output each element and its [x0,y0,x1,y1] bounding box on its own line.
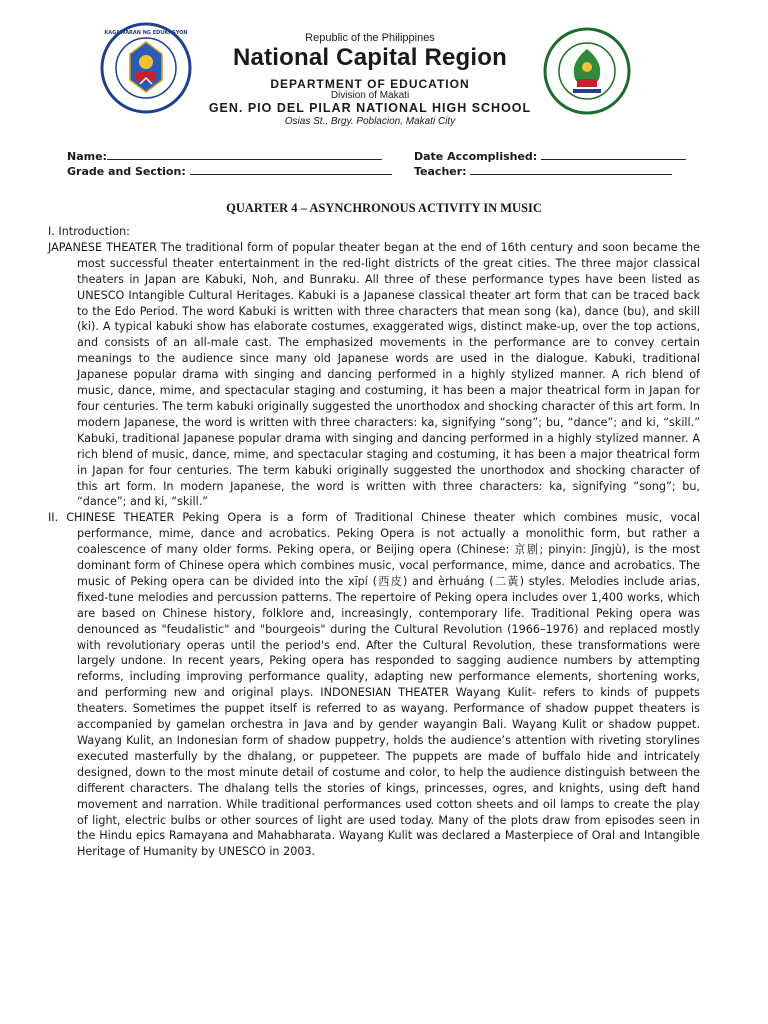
teacher-label: Teacher: [414,165,467,178]
letterhead [0,0,768,130]
paragraph-japanese-theater: JAPANESE THEATER The traditional form of popular theater began at the end of 16th century and soon became the most successful theater entertainment in the red-light districts of the great cities. The three major classical theaters in Japan are Kabuki, Noh, and Bunraku. All three of these performance types have been listed as UNESCO Intangible Cultural Heritages. Kabuki is a Japanese classical theater art form that can be traced back to the Edo Period. The word Kabuki is written with three characters that mean song (ka), dance (bu), and skill (ki). A typical kabuki show has elaborate costumes, exaggerated wigs, distinct make-up, over the top actions, and consists of an all-male cast. The emphasized movements in the performance are to convey certain meanings to the audience since many old Japanese words are used in the dialogue. Kabuki, traditional Japanese popular drama with singing and dancing performed in a highly stylized manner. A rich blend of music, dance, mime, and spectacular staging and costuming, it has been a major theatrical form in Japan for four centuries. The term kabuki originally suggested the unorthodox and shocking character of this art form. In modern Japanese, the word is written with three characters: ka, signifying “song”; bu, “dance”; and ki, “skill.” Kabuki, traditional Japanese popular drama with singing and dancing performed in a highly stylized manner. A rich blend of music, dance, mime, and spectacular staging and costuming, it has been a major theatrical form in Japan for four centuries. The term kabuki originally suggested the unorthodox and shocking character of this art form. In modern Japanese, the word is written with three characters: ka, signifying “song”; bu, “dance”; and ki, “skill.” [48,240,700,509]
grade-label: Grade and Section: [67,165,186,178]
school-address: Osias St., Brgy. Poblacion, Makati City [284,116,456,127]
region-title: National Capital Region [233,44,507,71]
grade-field [67,164,392,178]
paragraph-chinese-theater: II. CHINESE THEATER Peking Opera is a form of Traditional Chinese theater which combines music, vocal performance, mime, dance and acrobatics. Peking Opera is not actually a monolithic form, but rather a coalescence of many older forms. Peking opera, or Beijing opera (Chinese: 京剧; pinyin: Jīngjù), is the most dominant form of Chinese opera which combines music, vocal performance, mime, dance and acrobatics. The music of Peking opera can be divided into the xīpí (西皮) and èrhuáng (二黃) styles. Melodies include arias, fixed-tune melodies and percussion patterns. The repertoire of Peking opera includes over 1,400 works, which are based on Chinese history, folklore and, increasingly, contemporary life. Traditional Peking opera was denounced as "feudalistic" and "bourgeois" during the Cultural Revolution (1966–1976) and replaced mostly with revolutionary operas until the period's end. After the Cultural Revolution, these transformations were largely undone. In recent years, Peking opera has responded to sagging audience numbers by attempting reforms, including improving performance quality, adapting new performance elements, shortening works, and performing new and original plays. INDONESIAN THEATER Wayang Kulit- refers to kinds of puppets theaters. Sometimes the puppet itself is referred to as wayang. Performance of shadow puppet theaters is accompanied by gamelan orchestra in Java and by gender wayangin Bali. Wayang Kulit or shadow puppet. Wayang Kulit, an Indonesian form of shadow puppetry, holds the audience’s attention with riveting storylines executed masterfully by the dhalang, or puppeteer. The puppets are made of buffalo hide and intricately designed, down to the most minute detail of costume and color, to help the audience distinguish between the different characters. The dhalang tells the stories of kings, princesses, ogres, and knights, using deft hand movement and narration. While traditional performances used cotton sheets and oil lamps to create the play of light, electric bulbs or other sources of light are used today. Many of the plots draw from episodes seen in the Hindu epics Ramayana and Mahabharata. Wayang Kulit was declared a Masterpiece of Oral and Intangible Heritage of Humanity by UNESCO in 2003. [48,511,700,859]
school-seal-icon [543,27,631,115]
activity-title: QUARTER 4 – ASYNCHRONOUS ACTIVITY IN MUSIC [226,201,542,215]
teacher-blank[interactable] [470,164,672,175]
document-body [48,224,700,860]
school-name: GEN. PIO DEL PILAR NATIONAL HIGH SCHOOL [208,101,532,115]
grade-blank[interactable] [190,164,392,175]
republic-label: Republic of the Philippines [305,32,435,44]
date-label: Date Accomplished: [414,150,538,163]
date-blank[interactable] [541,149,686,160]
date-field [414,149,686,163]
svg-text:KAGAWARAN NG EDUKASYON: KAGAWARAN NG EDUKASYON [104,30,188,36]
name-blank[interactable] [107,149,382,160]
division-label: Division of Makati [330,90,410,101]
teacher-field [414,164,672,178]
department-label: DEPARTMENT OF EDUCATION [270,77,470,91]
name-label: Name: [67,150,107,163]
name-field [67,149,382,163]
intro-heading: I. Introduction: [48,225,130,238]
